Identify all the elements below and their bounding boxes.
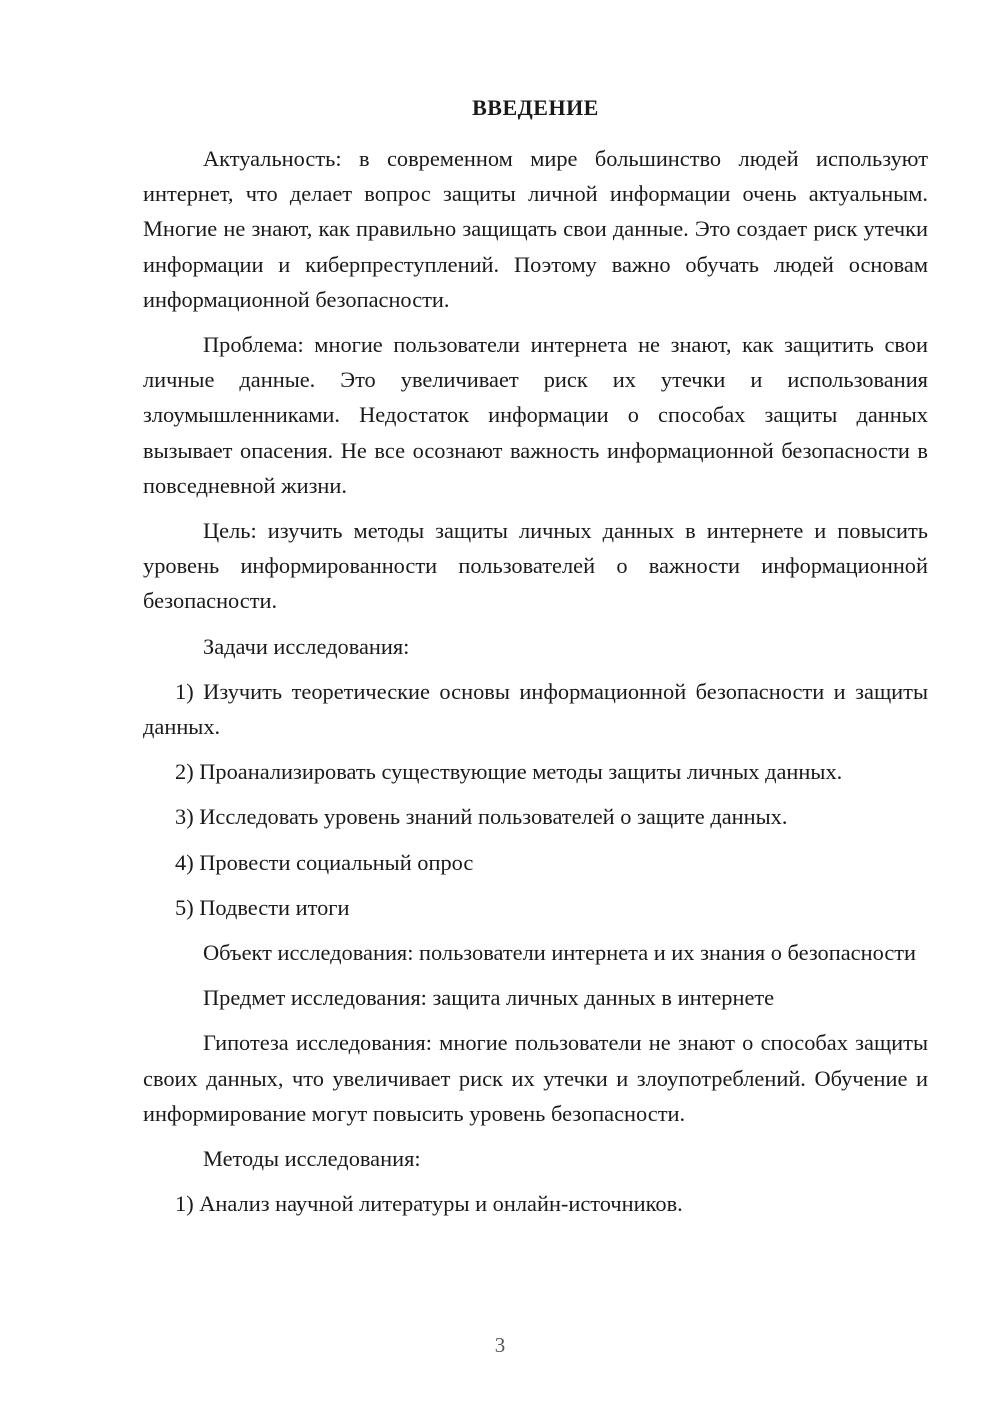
task-item-4: 4) Провести социальный опрос	[175, 849, 474, 875]
task-item-5: 5) Подвести итоги	[175, 894, 350, 920]
document-body	[143, 141, 928, 1231]
method-item-1: 1) Анализ научной литературы и онлайн-источников.	[175, 1191, 683, 1217]
task-item-3: 3) Исследовать уровень знаний пользователей о защите данных.	[175, 804, 788, 830]
paragraph-subject: Предмет исследования: защита личных данных в интернете	[203, 985, 775, 1011]
paragraph-goal: Цель: изучить методы защиты личных данных в интернете и повысить уровень информированности пользователей о важности информационной безопасности.	[143, 518, 928, 614]
page-number: 3	[494, 1333, 506, 1357]
task-item-1: 1) Изучить теоретические основы информационной безопасности и защиты данных.	[143, 678, 928, 740]
paragraph-object: Объект исследования: пользователи интернета и их знания о безопасности	[203, 940, 917, 966]
paragraph-relevance: Актуальность: в современном мире большинство людей используют интернет, что делает вопрос защиты личной информации очень актуальным. Многие не знают, как правильно защищать свои данные. Это создает риск утечки информации и киберпреступлений. Поэтому важно обучать людей основам информационной безопасности.	[143, 146, 928, 312]
paragraph-hypothesis: Гипотеза исследования: многие пользователи не знают о способах защиты своих данных, что увеличивает риск их утечки и злоупотреблений. Обучение и информирование могут повысить уровень безопасности.	[143, 1030, 928, 1126]
methods-heading: Методы исследования:	[203, 1146, 421, 1172]
paragraph-problem: Проблема: многие пользователи интернета не знают, как защитить свои личные данные. Это увеличивает риск их утечки и использования злоумышленниками. Недостаток информации о способах защиты данных вызывает опасения. Не все осознают важность информационной безопасности в повседневной жизни.	[143, 332, 928, 498]
tasks-heading: Задачи исследования:	[203, 633, 410, 659]
task-item-2: 2) Проанализировать существующие методы защиты личных данных.	[175, 759, 843, 785]
page-title: ВВЕДЕНИЕ	[472, 95, 599, 120]
